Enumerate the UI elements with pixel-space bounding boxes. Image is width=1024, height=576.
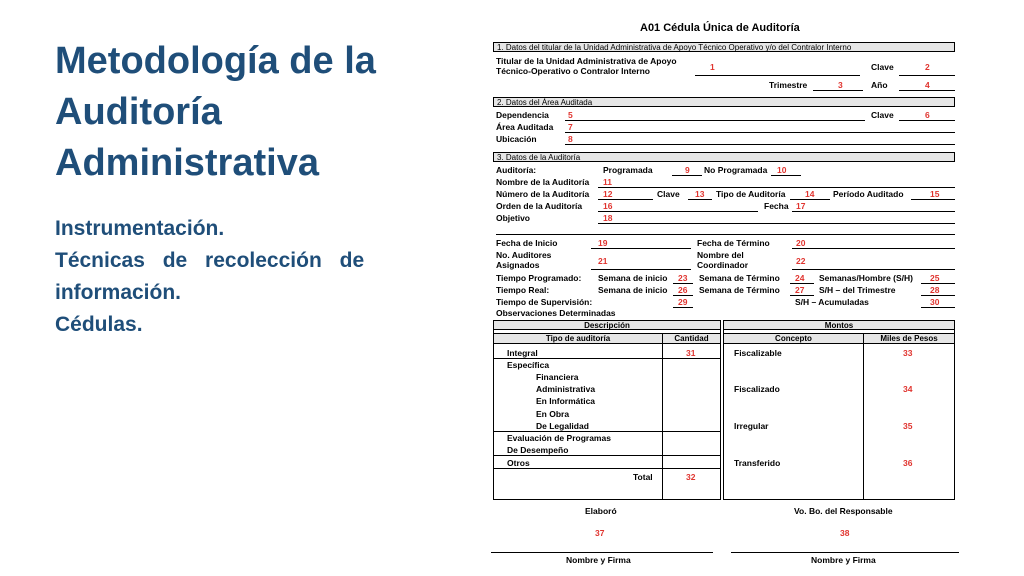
underline-area — [565, 132, 955, 133]
label-auditoria: Auditoría: — [496, 165, 537, 175]
row-integral: Integral — [507, 348, 538, 358]
row-desempeno: De Desempeño — [507, 445, 569, 455]
field-num-33: 33 — [903, 348, 913, 358]
label-objetivo: Objetivo — [496, 213, 531, 223]
underline-23 — [673, 283, 693, 284]
form-title: A01 Cédula Única de Auditoría — [640, 22, 800, 34]
label-clave-1: Clave — [871, 62, 894, 72]
hdr-descripcion: Descripción — [493, 320, 721, 330]
label-periodo-auditado: Período Auditado — [833, 189, 904, 199]
field-num-22: 22 — [796, 256, 806, 266]
underline-nombre — [598, 187, 955, 188]
label-titular-1: Titular de la Unidad Administrativa de Apoyo — [496, 56, 677, 66]
label-area-auditada: Área Auditada — [496, 122, 554, 132]
slide-title — [55, 36, 435, 189]
label-fecha-termino: Fecha de Término — [697, 238, 770, 248]
divider-cantidad — [662, 344, 663, 500]
field-num-14: 14 — [805, 189, 815, 199]
label-programada: Programada — [603, 165, 653, 175]
underline-objetivo-1 — [598, 223, 955, 224]
field-num-28: 28 — [930, 285, 940, 295]
field-num-36: 36 — [903, 458, 913, 468]
label-observaciones: Observaciones Determinadas — [496, 308, 616, 318]
field-num-32: 32 — [686, 472, 696, 482]
field-num-8: 8 — [568, 134, 573, 144]
row-integral-line — [493, 358, 721, 359]
underline-objetivo-2 — [496, 234, 955, 235]
field-num-24: 24 — [795, 273, 805, 283]
hdr-cantidad: Cantidad — [662, 333, 721, 344]
row-administrativa: Administrativa — [536, 384, 596, 394]
field-num-6: 6 — [925, 110, 930, 120]
label-clave-3: Clave — [657, 189, 680, 199]
row-desempeno-line — [493, 455, 721, 456]
bullet-instrumentacion: Instrumentación. — [55, 217, 225, 240]
underline-clave-1 — [899, 75, 955, 76]
label-tipo-auditoria: Tipo de Auditoría — [716, 189, 786, 199]
label-nombre-firma-right: Nombre y Firma — [811, 555, 876, 565]
field-num-10: 10 — [777, 165, 787, 175]
concept-fiscalizable: Fiscalizable — [734, 348, 782, 358]
field-num-11: 11 — [603, 177, 612, 187]
field-num-38: 38 — [840, 528, 850, 538]
field-num-20: 20 — [796, 238, 806, 248]
underline-periodo — [911, 199, 955, 200]
label-coordinador-1: Nombre del — [697, 250, 744, 260]
signature-line-right — [731, 552, 959, 553]
underline-orden — [598, 211, 758, 212]
label-coordinador-2: Coordinador — [697, 260, 748, 270]
label-nombre-firma-left: Nombre y Firma — [566, 555, 631, 565]
row-financiera: Financiera — [536, 372, 579, 382]
label-no-auditores-2: Asignados — [496, 260, 540, 270]
concept-irregular: Irregular — [734, 421, 769, 431]
underline-dependencia — [565, 120, 865, 121]
section-2-header: 2. Datos del Área Auditada — [493, 97, 955, 107]
underline-26 — [673, 295, 693, 296]
underline-28 — [921, 295, 955, 296]
field-num-21: 21 — [598, 256, 608, 266]
hdr-miles-pesos: Miles de Pesos — [863, 333, 955, 344]
field-num-18: 18 — [603, 213, 613, 223]
bullet-informacion: información. — [55, 281, 182, 304]
label-vobo: Vo. Bo. del Responsable — [794, 506, 893, 516]
field-num-12: 12 — [603, 189, 613, 199]
bullet-tecnicas-text: Técnicas de recolección de — [55, 249, 365, 272]
row-otros-line — [493, 468, 721, 469]
row-evaluacion: Evaluación de Programas — [507, 433, 611, 443]
label-numero-auditoria: Número de la Auditoría — [496, 189, 590, 199]
underline-no-programada — [771, 175, 801, 176]
row-total: Total — [633, 472, 653, 482]
label-semana-inicio-2: Semana de inicio — [598, 285, 668, 295]
underline-29 — [673, 307, 693, 308]
hdr-concepto: Concepto — [723, 333, 864, 344]
field-num-2: 2 — [925, 62, 930, 72]
row-especifica: Específica — [507, 360, 550, 370]
field-num-31: 31 — [686, 348, 696, 358]
underline-numero — [598, 199, 653, 200]
field-num-5: 5 — [568, 110, 573, 120]
field-num-35: 35 — [903, 421, 913, 431]
section-1-header: 1. Datos del titular de la Unidad Administrativa de Apoyo Técnico Operativo y/o del Contralor Interno — [493, 42, 955, 52]
audit-form — [485, 18, 965, 576]
row-obra: En Obra — [536, 409, 570, 419]
label-tiempo-supervision: Tiempo de Supervisión: — [496, 297, 593, 307]
label-elaboro: Elaboró — [585, 506, 617, 516]
underline-fecha — [792, 211, 955, 212]
field-num-26: 26 — [678, 285, 688, 295]
field-num-25: 25 — [930, 273, 940, 283]
label-dependencia: Dependencia — [496, 110, 549, 120]
underline-no-auditores — [591, 269, 691, 270]
underline-anio — [899, 90, 955, 91]
field-num-1: 1 — [710, 62, 715, 72]
underline-programada — [672, 175, 702, 176]
label-semana-termino-1: Semana de Término — [699, 273, 780, 283]
underline-27 — [790, 295, 814, 296]
field-num-23: 23 — [678, 273, 688, 283]
field-num-15: 15 — [930, 189, 940, 199]
label-tiempo-programado: Tiempo Programado: — [496, 273, 582, 283]
section-3-header: 3. Datos de la Auditoría — [493, 152, 955, 162]
underline-ubicacion — [565, 144, 955, 145]
signature-line-left — [491, 552, 713, 553]
label-anio: Año — [871, 80, 888, 90]
label-tiempo-real: Tiempo Real: — [496, 285, 550, 295]
slide-title-line-1: Metodología de la — [55, 40, 376, 82]
label-trimestre: Trimestre — [769, 80, 808, 90]
field-num-16: 16 — [603, 201, 613, 211]
field-num-13: 13 — [695, 189, 705, 199]
underline-25 — [921, 283, 955, 284]
hdr-montos: Montos — [723, 320, 955, 330]
field-num-4: 4 — [925, 80, 930, 90]
concept-fiscalizado: Fiscalizado — [734, 384, 780, 394]
underline-clave-3 — [688, 199, 712, 200]
label-nombre-auditoria: Nombre de la Auditoría — [496, 177, 590, 187]
underline-tipo — [790, 199, 830, 200]
field-num-34: 34 — [903, 384, 913, 394]
slide-title-line-2: Auditoría — [55, 91, 222, 133]
label-semanas-hombre: Semanas/Hombre (S/H) — [819, 273, 913, 283]
montos-table — [723, 320, 955, 500]
underline-30 — [921, 307, 955, 308]
field-num-29: 29 — [678, 297, 688, 307]
label-orden-auditoria: Orden de la Auditoría — [496, 201, 583, 211]
concept-transferido: Transferido — [734, 458, 781, 468]
bullet-cedulas: Cédulas. — [55, 313, 143, 336]
divider-miles — [863, 344, 864, 500]
label-sh-acumuladas: S/H – Acumuladas — [795, 297, 869, 307]
label-semana-inicio-1: Semana de inicio — [598, 273, 668, 283]
field-num-37: 37 — [595, 528, 605, 538]
label-semana-termino-2: Semana de Término — [699, 285, 780, 295]
underline-clave-2 — [899, 120, 955, 121]
label-no-auditores-1: No. Auditores — [496, 250, 552, 260]
label-fecha: Fecha — [764, 201, 789, 211]
field-num-3: 3 — [838, 80, 843, 90]
field-num-17: 17 — [796, 201, 806, 211]
field-num-27: 27 — [795, 285, 805, 295]
row-legalidad: De Legalidad — [536, 421, 589, 431]
underline-fecha-inicio — [591, 248, 691, 249]
label-ubicacion: Ubicación — [496, 134, 537, 144]
field-num-30: 30 — [930, 297, 940, 307]
row-especifica-line — [493, 431, 721, 432]
label-no-programada: No Programada — [704, 165, 768, 175]
label-sh-trimestre: S/H – del Trimestre — [819, 285, 896, 295]
underline-titular — [695, 75, 860, 76]
label-fecha-inicio: Fecha de Inicio — [496, 238, 558, 248]
hdr-tipo-auditoria: Tipo de auditoría — [493, 333, 663, 344]
label-titular-2: Técnico-Operativo o Contralor Interno — [496, 66, 650, 76]
field-num-19: 19 — [598, 238, 608, 248]
underline-coordinador — [792, 269, 955, 270]
field-num-9: 9 — [685, 165, 690, 175]
underline-24 — [790, 283, 814, 284]
row-informatica: En Informática — [536, 396, 596, 406]
slide-title-line-3: Administrativa — [55, 142, 319, 184]
underline-fecha-termino — [792, 248, 955, 249]
bullet-tecnicas — [55, 245, 395, 277]
label-clave-2: Clave — [871, 110, 894, 120]
underline-trimestre — [813, 90, 863, 91]
slide-bullets — [55, 213, 395, 341]
field-num-7: 7 — [568, 122, 573, 132]
row-otros: Otros — [507, 458, 530, 468]
